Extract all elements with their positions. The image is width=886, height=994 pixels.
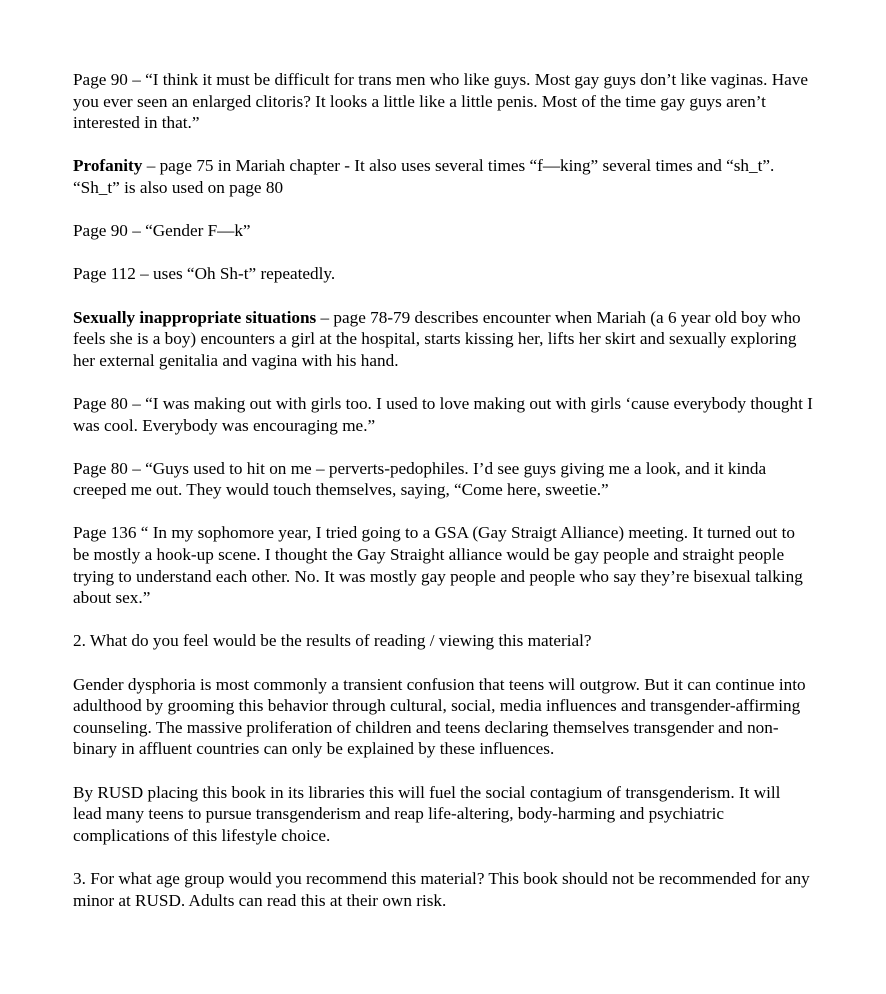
paragraph-text: Page 90 – “Gender F—k” — [73, 221, 251, 241]
document-page — [73, 69, 813, 933]
paragraph-profanity — [73, 155, 813, 198]
paragraph-text: 3. For what age group would you recommend this material? This book should not be recommended for any minor at RUSD. Adults can read this at their own risk. — [73, 868, 810, 910]
paragraph-question-3 — [73, 868, 813, 911]
paragraph-rusd-libraries — [73, 782, 813, 847]
paragraph-page-80-girls — [73, 393, 813, 436]
paragraph-page-90-trans-men — [73, 69, 813, 134]
paragraph-text: Page 112 – uses “Oh Sh-t” repeatedly. — [73, 264, 336, 284]
paragraph-page-80-guys — [73, 458, 813, 501]
paragraph-text: By RUSD placing this book in its libraries this will fuel the social contagium of transgenderism. It will lead many teens to pursue transgenderism and reap life-altering, body-harming and psychiatric complications of this lifestyle choice. — [73, 782, 781, 845]
paragraph-page-136 — [73, 522, 813, 608]
paragraph-sexually-inappropriate — [73, 307, 813, 372]
paragraph-text: Page 80 – “I was making out with girls too. I used to love making out with girls ‘cause everybody thought I was cool. Everybody was encouraging me.” — [73, 393, 813, 435]
paragraph-lead: Profanity — [73, 156, 143, 176]
paragraph-gender-dysphoria — [73, 674, 813, 760]
paragraph-text: Gender dysphoria is most commonly a transient confusion that teens will outgrow. But it can continue into adulthood by grooming this behavior through cultural, social, media influences and transgender-affirming counseling. The massive proliferation of children and teens declaring themselves transgender and non-binary in affluent countries can only be explained by these influences. — [73, 674, 806, 759]
paragraph-text: Page 80 – “Guys used to hit on me – perverts-pedophiles. I’d see guys giving me a look, and it kinda creeped me out. They would touch themselves, saying, “Come here, sweetie.” — [73, 458, 767, 500]
paragraph-lead: Sexually inappropriate situations — [73, 307, 317, 327]
paragraph-text: – page 78-79 describes encounter when Mariah (a 6 year old boy who feels she is a boy) encounters a girl at the hospital, starts kissing her, lifts her skirt and sexually exploring her external genitalia and vagina with his hand. — [73, 307, 801, 370]
paragraph-page-90-gender — [73, 220, 813, 242]
paragraph-text: 2. What do you feel would be the results of reading / viewing this material? — [73, 631, 592, 651]
paragraph-question-2 — [73, 630, 813, 652]
paragraph-text: Page 136 “ In my sophomore year, I tried going to a GSA (Gay Straigt Alliance) meeting. It turned out to be mostly a hook-up scene. I thought the Gay Straight alliance would be gay people and straight people trying to understand each other. No. It was mostly gay people and people who say they’re bisexual talking about sex.” — [73, 523, 803, 608]
paragraph-text: – page 75 in Mariah chapter - It also uses several times “f—king” several times and “sh_t”. “Sh_t” is also used on page 80 — [73, 156, 775, 197]
paragraph-page-112 — [73, 263, 813, 285]
paragraph-text: Page 90 – “I think it must be difficult for trans men who like guys. Most gay guys don’t like vaginas. Have you ever seen an enlarged clitoris? It looks a little like a little penis. Most of the time gay guys aren’t interested in that.” — [73, 70, 808, 133]
